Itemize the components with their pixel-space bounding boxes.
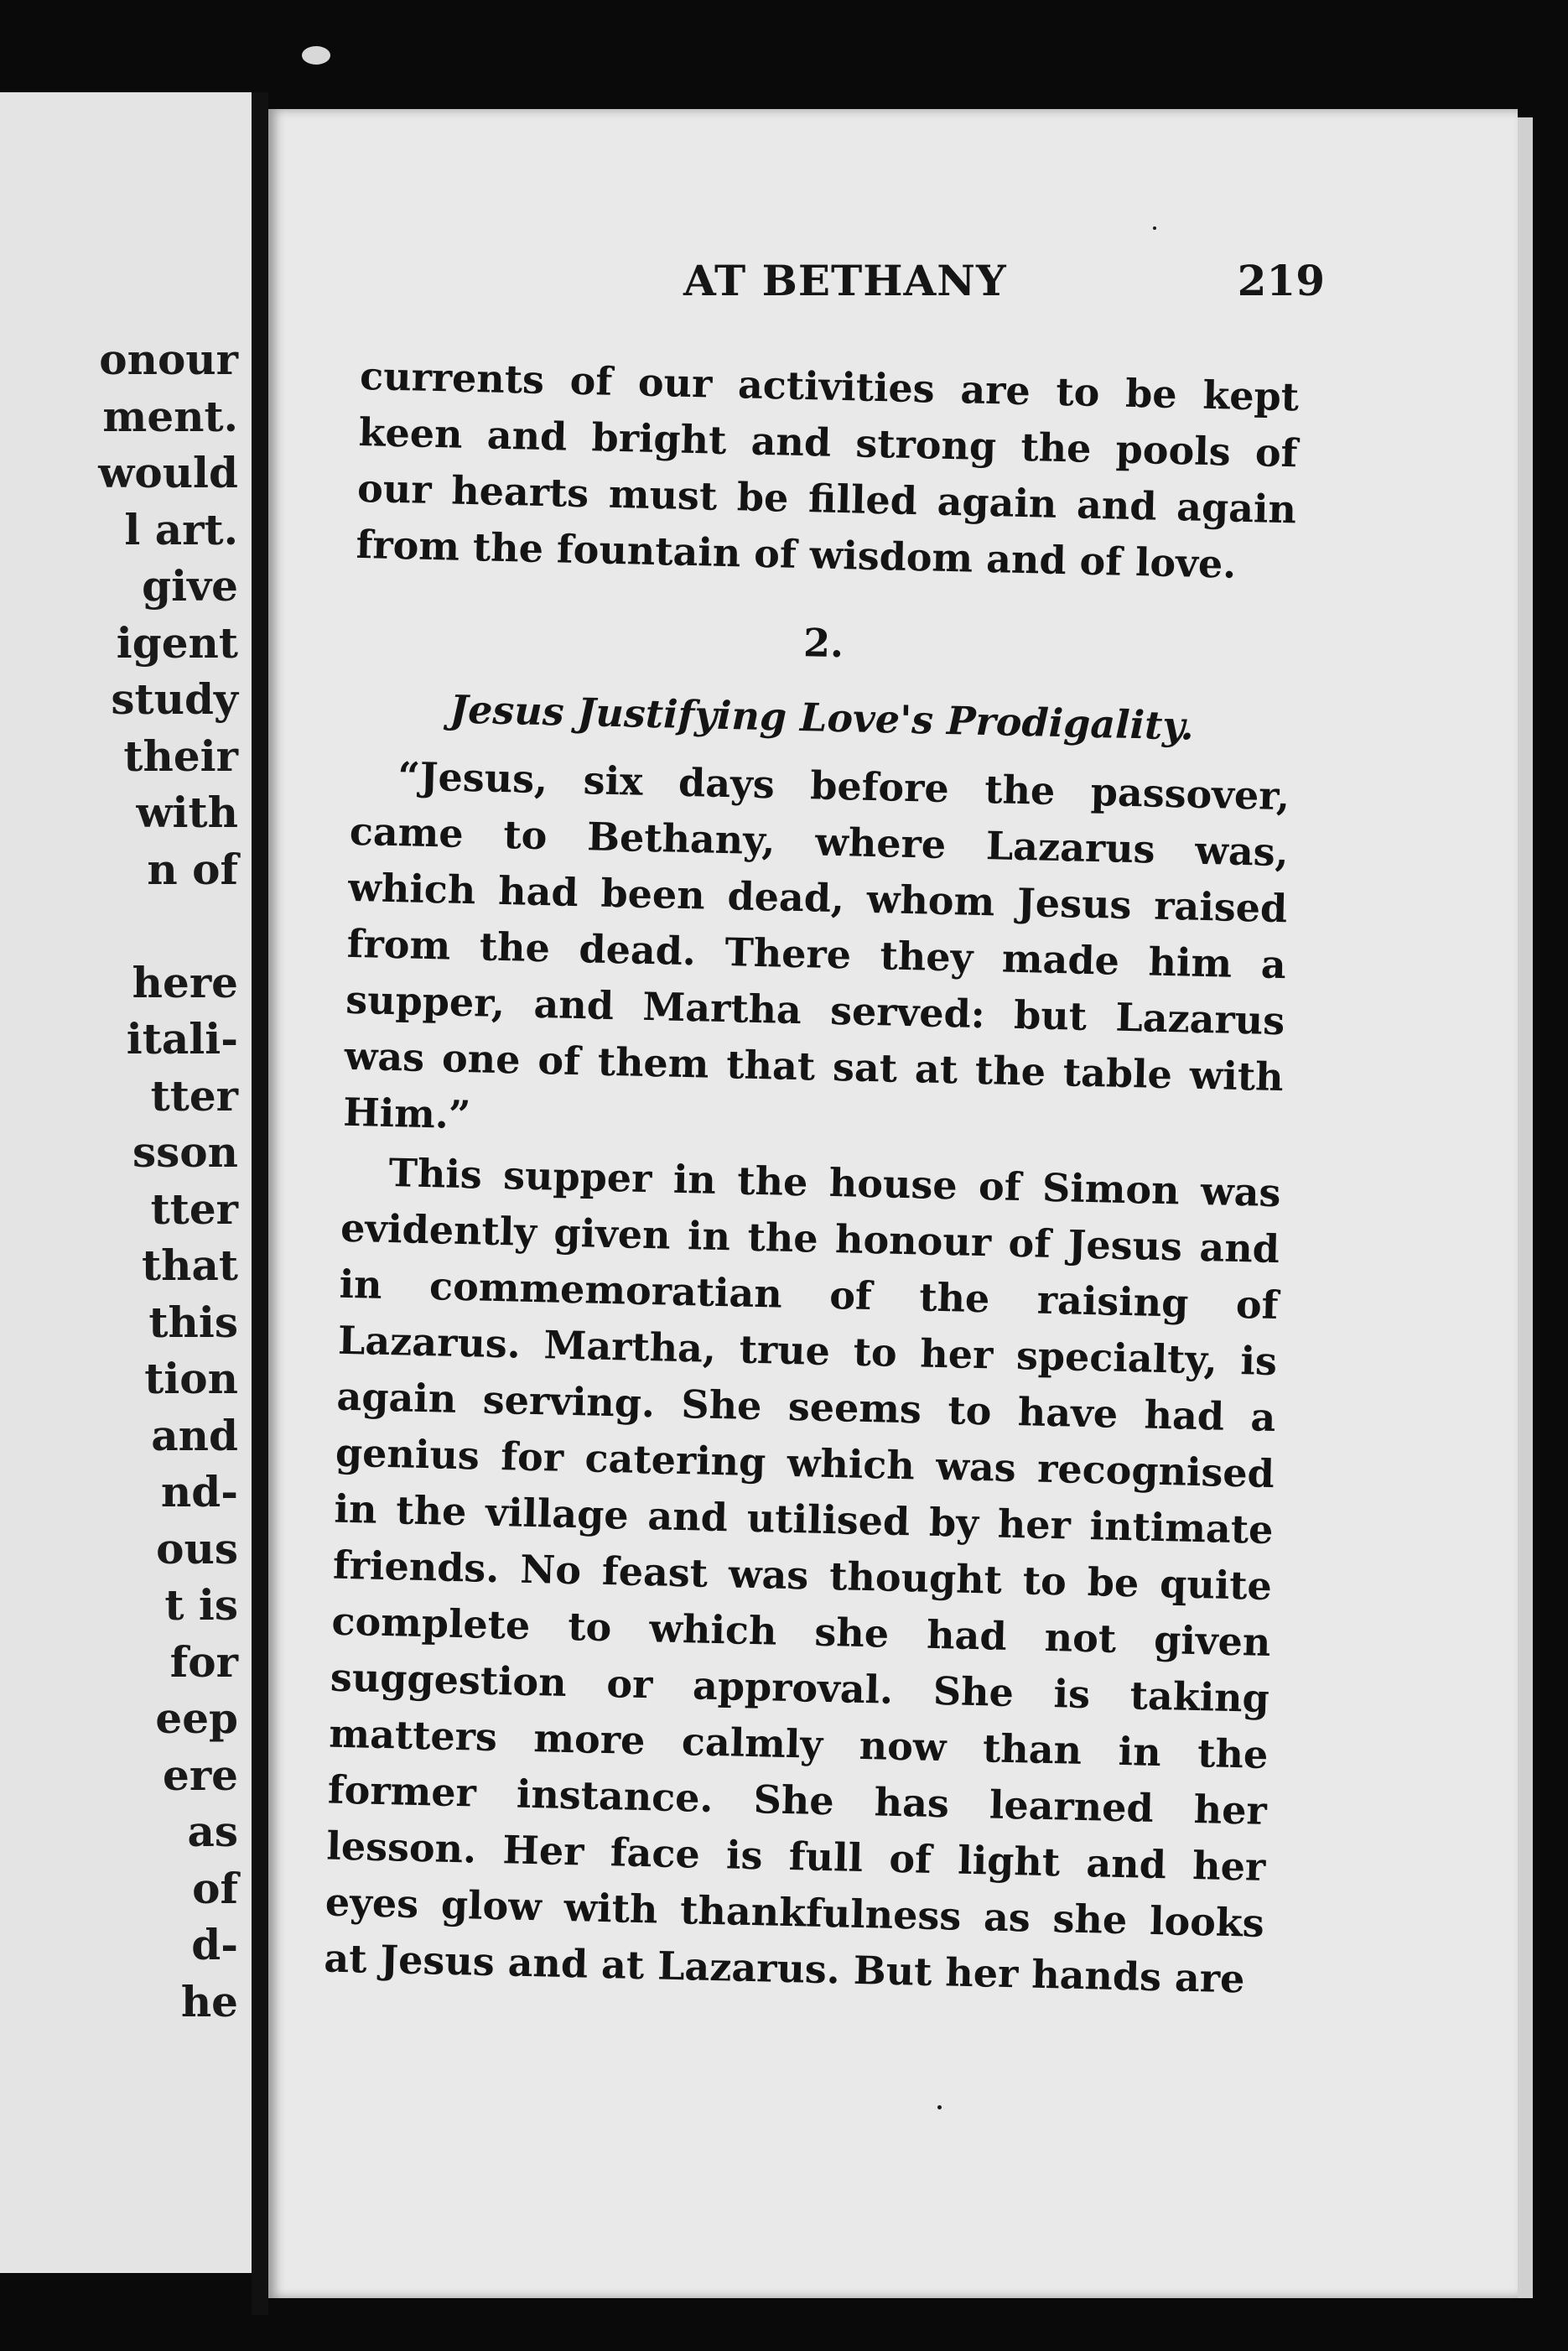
left-line: n of [147, 844, 238, 894]
running-head [411, 256, 1325, 315]
scan-speck [1153, 226, 1156, 230]
left-line: sson [132, 1127, 238, 1177]
scan-speck [937, 2105, 942, 2109]
left-line: with [136, 788, 238, 837]
left-line: would [98, 448, 238, 497]
left-line: for [169, 1636, 238, 1687]
left-line: their [123, 731, 238, 781]
left-line: of [192, 1863, 238, 1913]
left-line: l art. [124, 504, 238, 554]
left-line: ere [163, 1750, 238, 1800]
left-line: here [132, 957, 238, 1007]
left-line-gap [98, 897, 238, 954]
left-line: ment. [102, 391, 238, 441]
previous-page-fragment [0, 92, 252, 2273]
left-line: tter [150, 1070, 238, 1121]
left-line: study [111, 674, 238, 724]
left-line: and [151, 1410, 238, 1460]
running-title: AT BETHANY [683, 256, 1007, 305]
left-line: onour [99, 335, 238, 384]
page-text-block [324, 348, 1300, 2008]
left-line: that [142, 1241, 238, 1290]
book-gutter [252, 92, 268, 2315]
left-line: tion [144, 1354, 238, 1403]
left-line: tter [150, 1183, 238, 1234]
scan-speck [302, 46, 330, 65]
section-number: 2. [802, 620, 844, 667]
left-line: as [187, 1807, 238, 1856]
scripture-quote-paragraph: “Jesus, six days before the passover, came to Bethany, where Lazarus was, which had been dead, whom Jesus raised from the dead. There they made him a supper, and Martha served: but Lazarus was one of them that sat at the table with Him.” [342, 753, 1290, 1138]
section-heading: Jesus Justifying Love's Prodigality. [449, 686, 1195, 749]
left-line: he [180, 1976, 238, 2026]
left-line: ous [156, 1523, 238, 1573]
previous-page-line-fragments [98, 331, 238, 2030]
left-line: igent [116, 617, 238, 668]
page-edge [1518, 117, 1533, 2298]
left-line: itali- [126, 1014, 238, 1064]
opening-paragraph: currents of our activities are to be kept keen and bright and strong the pools of our hearts must be filled again and again from the fountain of wisdom and of love. [356, 352, 1300, 587]
left-line: give [142, 561, 238, 611]
page-number: 219 [1237, 256, 1325, 305]
left-line: t is [164, 1580, 238, 1630]
left-line: nd- [160, 1467, 238, 1516]
left-line: this [148, 1297, 238, 1347]
left-line: eep [155, 1693, 238, 1743]
body-paragraph: This supper in the house of Simon was evidently given in the honour of Jesus and in commemoratian of the raising of Lazarus. Martha, true to her specialty, is again serving. She seems to have had a genius for catering which was recognised in the village and utilised by her intimate friends. No feast was thought to be quite complete to which she had not given suggestion or approval. She is taking matters more calmly now than in the former instance. She has learned her lesson. Her face is full of light and her eyes glow with thankfulness as she looks at Jesus and at Lazarus. But her hands are [323, 1150, 1282, 2002]
left-line: d- [191, 1920, 238, 1969]
